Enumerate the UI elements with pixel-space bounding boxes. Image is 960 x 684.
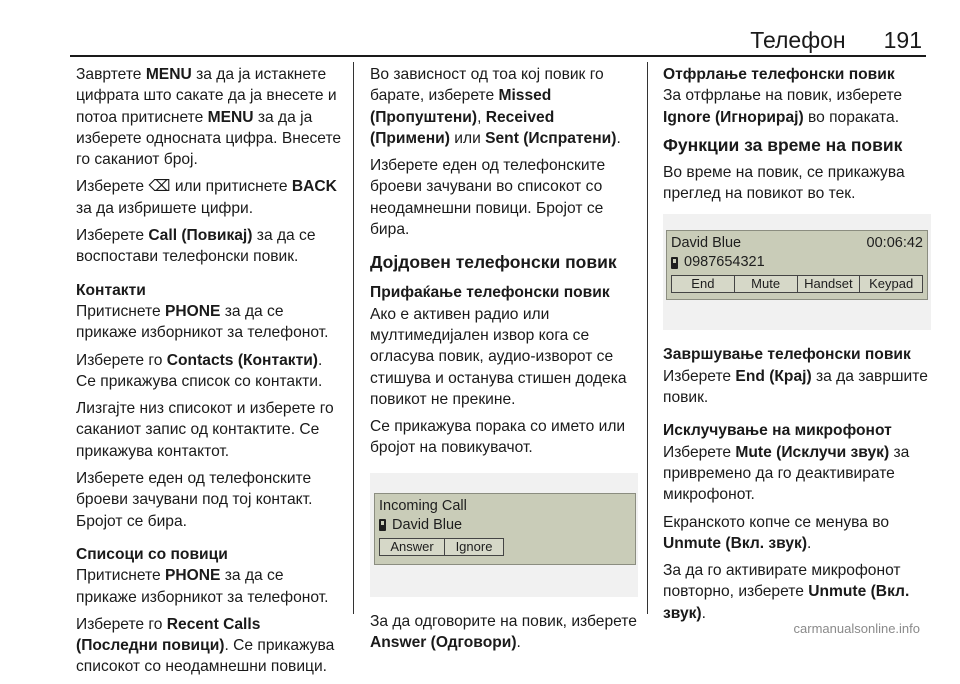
paragraph: Лизгајте низ списокот и изберете го саканиот запис од контактите. Се прикажува контактот. (76, 400, 334, 460)
watermark: carmanualsonline.info (793, 621, 920, 636)
page-header (750, 27, 922, 57)
paragraph: Изберете еден од телефонските броеви зачувани под тој контакт. Бројот се бира. (76, 470, 313, 530)
end-softkey[interactable]: End (671, 275, 735, 293)
call-header-row (671, 234, 923, 253)
paragraph: Притиснете PHONE за да се прикаже изборникот за телефонот. (76, 567, 329, 606)
section-heading: Завршување телефонски повик (663, 346, 911, 364)
paragraph: Изберете еден од телефонските броеви зачувани во списокот со неодамнешни повици. Бројот се бира. (370, 157, 606, 239)
incoming-call-screen (370, 473, 638, 597)
column-divider (353, 62, 354, 614)
ignore-softkey[interactable]: Ignore (445, 538, 504, 556)
column-1 (76, 64, 346, 684)
phone-icon (671, 257, 678, 269)
backspace-icon: ⌫ (148, 178, 171, 196)
section-heading: Отфрлање телефонски повик (663, 66, 895, 83)
section-heading: Списоци со повици (76, 545, 228, 563)
caller-number: 0987654321 (684, 254, 765, 271)
caller-name: David Blue (392, 516, 463, 533)
paragraph: Изберете End (Крај) за да завршите повик. (663, 367, 928, 407)
paragraph: Се прикажува порака со името или бројот на повикувачот. (370, 418, 626, 457)
section-heading: Исклучување на микрофонот (663, 422, 892, 440)
call-timer: 00:06:42 (866, 235, 923, 252)
paragraph: За отфрлање на повик, изберете Ignore (Игнорирај) во пораката. (663, 87, 903, 126)
number-row (671, 253, 923, 272)
paragraph: Изберете го Recent Calls (Последни повици). Се прикажува списокот со неодамнешни повици. (76, 615, 335, 676)
paragraph: Завртете MENU за да ја истакнете цифрата што сакате да ја внесете и потоа притиснете MENU за да ја изберете односната цифра. Внесете го саканиот број. (76, 66, 342, 169)
caller-row (379, 516, 631, 535)
section-title: Дојдовен телефонски повик (370, 252, 617, 273)
softkey-bar (379, 538, 631, 556)
keypad-softkey[interactable]: Keypad (860, 275, 923, 293)
paragraph: Ако е активен радио или мултимедијален извор кога се огласува повик, аудио-изворот се стишува и останува стишен додека повикот не прекине. (370, 305, 627, 408)
column-3 (663, 64, 931, 630)
header-rule (70, 55, 926, 57)
handset-softkey[interactable]: Handset (798, 275, 861, 293)
paragraph: Во зависност од тоа кој повик го барате, изберете Missed (Пропуштени), Received (Примени) или Sent (Испратени). (370, 66, 621, 147)
lcd-display (374, 493, 636, 565)
section-heading: Контакти (76, 281, 146, 299)
active-call-screen (663, 214, 931, 330)
screen-title: Incoming Call (379, 497, 467, 514)
softkey-bar (671, 275, 923, 293)
paragraph: Притиснете PHONE за да се прикаже изборникот за телефонот. (76, 302, 329, 342)
page-title: Телефон (750, 27, 846, 53)
section-heading: Прифаќање телефонски повик (370, 284, 610, 302)
phone-icon (379, 519, 386, 531)
section-title: Функции за време на повик (663, 134, 903, 155)
paragraph: Изберете ⌫ или притиснете BACK за да избришете цифри. (76, 178, 337, 217)
lcd-display (666, 230, 928, 300)
paragraph: За да одговорите на повик, изберете Answer (Одговори). (370, 612, 637, 652)
paragraph: За да го активирате микрофонот повторно, изберете Unmute (Вкл. звук). (663, 562, 910, 622)
column-divider (647, 62, 648, 614)
paragraph: Изберете Mute (Исклучи звук) за привремено да го деактивирате микрофонот. (663, 443, 910, 504)
answer-softkey[interactable]: Answer (379, 538, 445, 556)
page-number: 191 (883, 27, 922, 53)
caller-name: David Blue (671, 235, 742, 252)
paragraph: Во време на повик, се прикажува преглед на повикот во тек. (663, 163, 905, 203)
column-2 (370, 64, 638, 659)
mute-softkey[interactable]: Mute (735, 275, 798, 293)
paragraph: Изберете го Contacts (Контакти). Се прикажува список со контакти. (76, 351, 323, 390)
paragraph: Изберете Call (Повикај) за да се воспостави телефонски повик. (76, 227, 316, 266)
paragraph: Екранското копче се менува во Unmute (Вкл. звук). (663, 513, 890, 552)
